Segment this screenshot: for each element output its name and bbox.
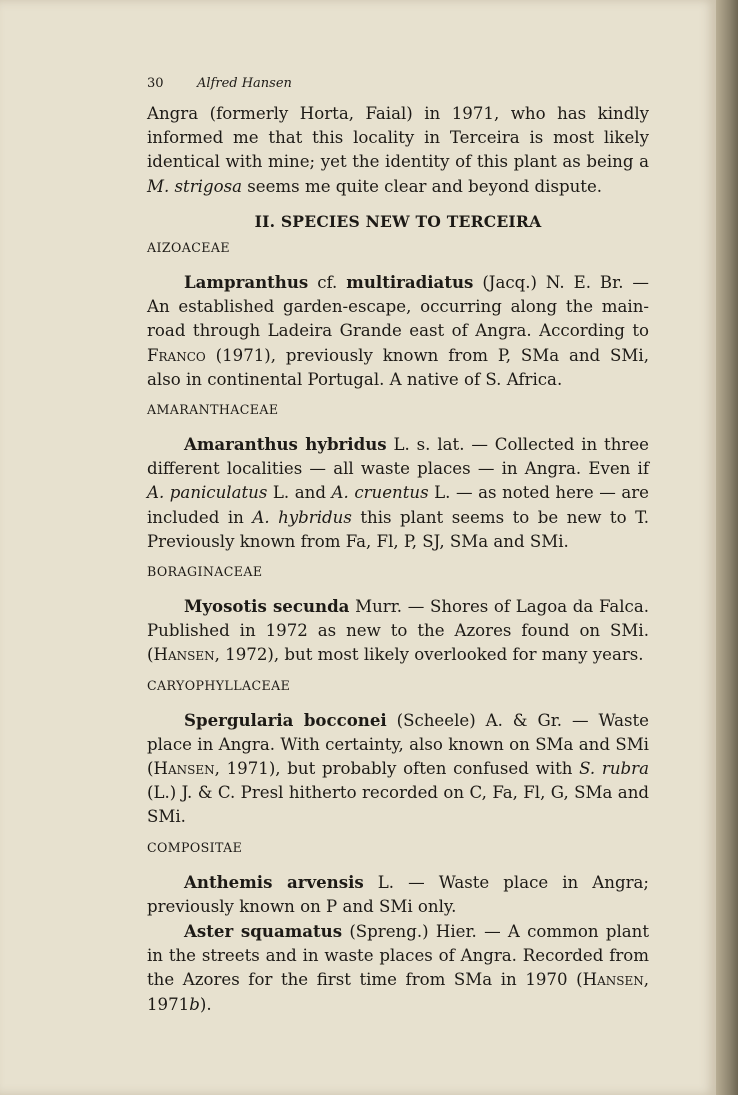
author-citation: Franco bbox=[147, 345, 206, 365]
entry-text: , 1971), but probably often confused with bbox=[214, 759, 580, 779]
entry-lampranthus bbox=[147, 270, 649, 392]
entry-anthemis bbox=[147, 870, 649, 919]
family-heading-caryophyllaceae: CARYOPHYLLACEAE bbox=[147, 677, 291, 693]
species-name: Amaranthus hybridus bbox=[184, 434, 387, 455]
species-ref: A. paniculatus bbox=[147, 483, 268, 503]
family-heading-compositae: COMPOSITAE bbox=[147, 839, 243, 855]
page-content bbox=[147, 72, 649, 1017]
species-ref: A. hybridus bbox=[252, 507, 352, 527]
entry-text: , 1971 bbox=[147, 970, 649, 1014]
author-citation: Hansen bbox=[582, 970, 644, 990]
intro-paragraph bbox=[147, 102, 649, 199]
entry-text: (Spreng.) Hier. — A common plant in the streets and in waste places of Angra. Recorded from the Azores for the first time from SMa in 1970 ( bbox=[147, 922, 649, 990]
entry-text: L. and bbox=[267, 483, 332, 503]
entry-text: , 1972), but most likely overlooked for many years. bbox=[214, 645, 644, 665]
entry-text: L. — Waste place in Angra; previously known on P and SMi only. bbox=[147, 872, 649, 916]
entry-text: (L.) J. & C. Presl hitherto recorded on C, Fa, Fl, G, SMa and SMi. bbox=[147, 783, 649, 827]
entry-text: ). bbox=[199, 994, 212, 1014]
page-header bbox=[147, 72, 649, 102]
entry-myosotis bbox=[147, 594, 649, 668]
cf-text: cf. bbox=[308, 273, 347, 293]
species-name: Lampranthus bbox=[184, 272, 309, 293]
entry-text: L. — as noted here — are included in bbox=[147, 483, 649, 527]
species-ref: S. rubra bbox=[579, 759, 649, 779]
entry-text: Murr. — Shores of Lagoa da Falca. Published in 1972 as new to the Azores found on SMi. ( bbox=[147, 597, 649, 665]
family-heading-aizoaceae: AIZOACEAE bbox=[147, 240, 230, 256]
entry-text: L. s. lat. — Collected in three different localities — all waste places — in Angra. Even if bbox=[147, 435, 649, 479]
author-citation: Hansen bbox=[153, 645, 215, 665]
intro-text-1: Angra (formerly Horta, Faial) in 1971, who has kindly informed me that this locality in Terceira is most likely identical with mine; yet the identity of this plant as being a bbox=[147, 104, 649, 172]
intro-text-2: seems me quite clear and beyond dispute. bbox=[242, 176, 603, 196]
section-title: II. SPECIES NEW TO TERCEIRA bbox=[254, 211, 542, 231]
family-heading-boraginaceae: BORAGINACEAE bbox=[147, 564, 263, 580]
species-name: Anthemis arvensis bbox=[184, 871, 364, 892]
entry-spergularia bbox=[147, 708, 649, 830]
running-title: Alfred Hansen bbox=[197, 76, 292, 91]
species-epithet: multiradiatus bbox=[346, 272, 474, 293]
entry-text: (Scheele) A. & Gr. — Waste place in Angra. With certainty, also known on SMa and SMi ( bbox=[147, 710, 650, 779]
entry-aster bbox=[147, 919, 649, 1017]
entry-text: this plant seems to be new to T. Previously known from Fa, Fl, P, SJ, SMa and SMi. bbox=[147, 507, 649, 551]
author-citation: Hansen bbox=[153, 759, 215, 779]
entry-amaranthus bbox=[147, 432, 649, 554]
species-ref: A. cruentus bbox=[331, 483, 429, 503]
citation-suffix: b bbox=[189, 994, 200, 1014]
entry-text: (1971), previously known from P, SMa and SMi, also in continental Portugal. A native of S. Africa. bbox=[147, 345, 649, 389]
entry-text: (Jacq.) N. E. Br. — An established garden-escape, occurring along the main-road through Ladeira Grande east of Angra. According to bbox=[147, 273, 649, 341]
page-number: 30 bbox=[147, 76, 164, 91]
species-name: Myosotis secunda bbox=[184, 596, 350, 617]
family-heading-amaranthaceae: AMARANTHACEAE bbox=[147, 402, 279, 418]
book-spine bbox=[716, 0, 738, 1095]
species-name: Spergularia bocconei bbox=[184, 709, 387, 730]
species-name: Aster squamatus bbox=[184, 921, 343, 942]
intro-species: M. strigosa bbox=[147, 176, 242, 196]
